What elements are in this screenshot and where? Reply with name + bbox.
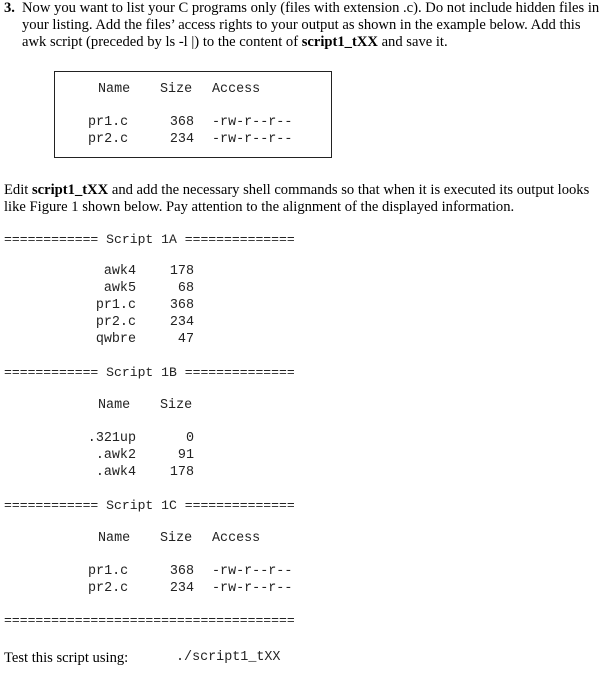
question-text bbox=[22, 0, 602, 51]
script-1c-row-access: -rw-r--r-- bbox=[212, 581, 293, 596]
example-row-name: pr2.c bbox=[88, 132, 129, 147]
script-1a-banner: ============ Script 1A ============== bbox=[4, 232, 295, 247]
script-1b-row-name: .321up bbox=[87, 431, 136, 446]
script-1b-row-name: .awk2 bbox=[95, 448, 136, 463]
script-1a-row-size: 47 bbox=[177, 332, 194, 347]
example-row-size: 234 bbox=[169, 132, 194, 147]
script-1a-row-name: qwbre bbox=[95, 332, 136, 347]
script-1c-row-size: 368 bbox=[169, 564, 194, 579]
example-row-access: -rw-r--r-- bbox=[212, 115, 293, 130]
test-command: ./script1_tXX bbox=[176, 650, 281, 665]
script-1c-header-size: Size bbox=[160, 531, 193, 546]
script-1a-row-size: 234 bbox=[169, 315, 194, 330]
example-row-access: -rw-r--r-- bbox=[212, 132, 293, 147]
script-1c-header-name: Name bbox=[98, 531, 131, 546]
script-1b-header-size: Size bbox=[160, 398, 193, 413]
example-header-access: Access bbox=[212, 82, 261, 97]
script-1c-end-banner: ===================================== bbox=[4, 613, 295, 628]
script-1c-row-access: -rw-r--r-- bbox=[212, 564, 293, 579]
question-line-2: your listing. Add the files’ access rights to your output as shown in the example below. Add this bbox=[22, 17, 581, 33]
script-1b-row-size: 178 bbox=[169, 465, 194, 480]
script-1c-header-access: Access bbox=[212, 531, 261, 546]
script-1b-header-name: Name bbox=[98, 398, 131, 413]
test-label: Test this script using: bbox=[4, 650, 129, 666]
script-1a-row-name: pr2.c bbox=[95, 315, 136, 330]
script-1a-row-name: awk5 bbox=[103, 281, 136, 296]
edit-line-2: like Figure 1 shown below. Pay attention to the alignment of the displayed information. bbox=[4, 199, 515, 215]
edit-line-1: Edit script1_tXX and add the necessary shell commands so that when it is executed its output looks bbox=[4, 182, 590, 198]
script-1a-row-size: 68 bbox=[177, 281, 194, 296]
script-1c-row-size: 234 bbox=[169, 581, 194, 596]
edit-instructions bbox=[4, 182, 604, 216]
script-1c-row-name: pr2.c bbox=[88, 581, 129, 596]
question-block bbox=[0, 0, 606, 60]
question-number: 3. bbox=[4, 0, 15, 16]
script-1b-row-size: 0 bbox=[185, 431, 194, 446]
example-header-name: Name bbox=[98, 82, 131, 97]
script-1c-row-name: pr1.c bbox=[88, 564, 129, 579]
script-filename: script1_tXX bbox=[301, 34, 378, 50]
question-line-1: Now you want to list your C programs only (files with extension .c). Do not include hidden files in bbox=[22, 0, 600, 16]
script-1c-banner: ============ Script 1C ============== bbox=[4, 498, 295, 513]
question-line-3: awk script (preceded by ls -l |) to the content of script1_tXX and save it. bbox=[22, 34, 448, 50]
script-1a-row-size: 178 bbox=[169, 264, 194, 279]
script-1a-row-size: 368 bbox=[169, 298, 194, 313]
script-1b-row-name: .awk4 bbox=[95, 465, 136, 480]
script-1b-banner: ============ Script 1B ============== bbox=[4, 365, 295, 380]
script-filename: script1_tXX bbox=[31, 182, 109, 198]
script-1b-row-size: 91 bbox=[177, 448, 194, 463]
script-1a-row-name: pr1.c bbox=[95, 298, 136, 313]
script-1a-row-name: awk4 bbox=[103, 264, 136, 279]
example-row-size: 368 bbox=[169, 115, 194, 130]
example-row-name: pr1.c bbox=[88, 115, 129, 130]
example-header-size: Size bbox=[160, 82, 193, 97]
